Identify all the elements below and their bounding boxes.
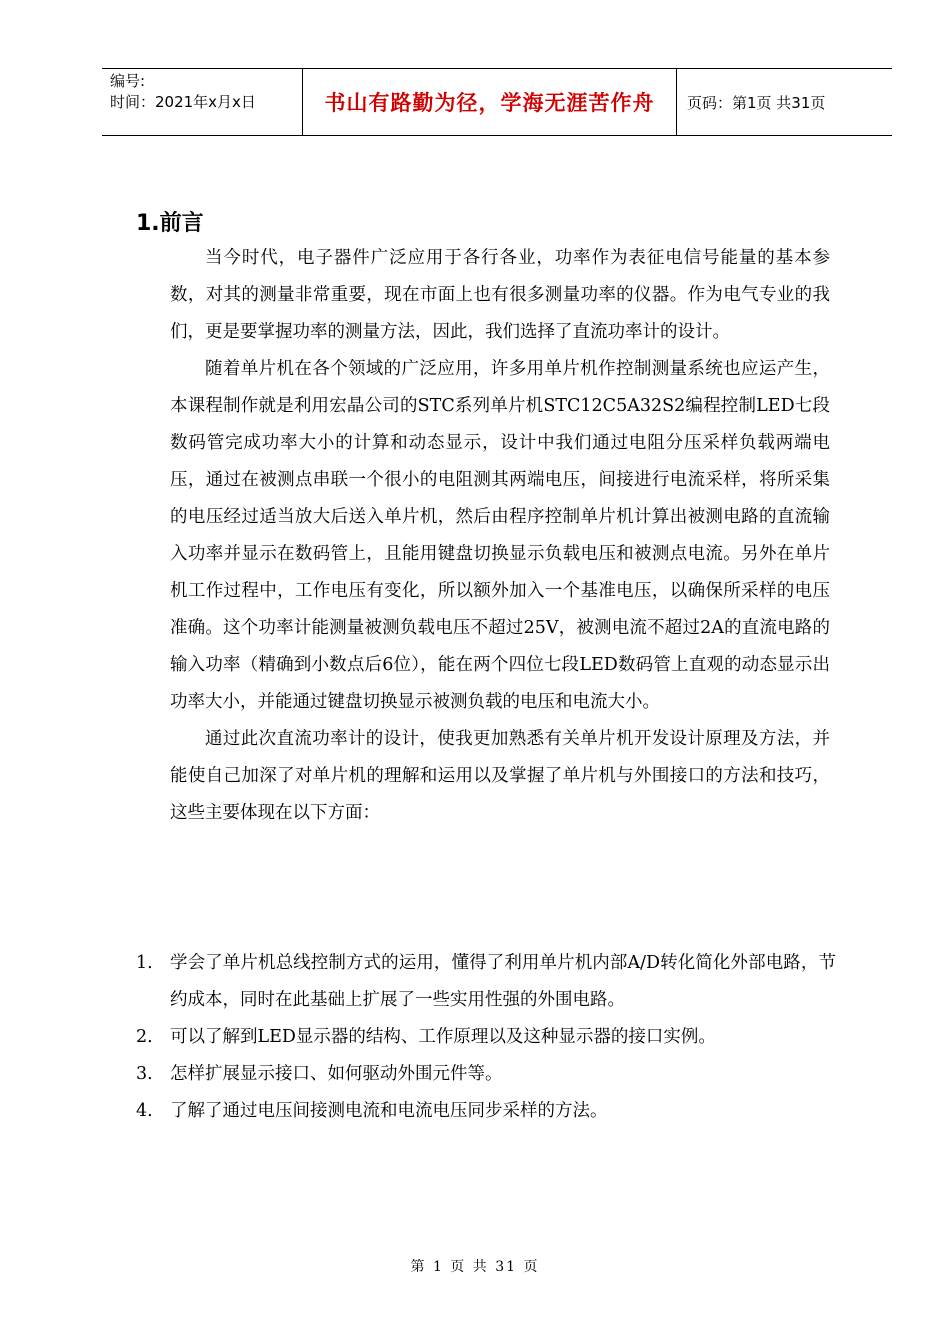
page-header: [102, 68, 892, 136]
number-label: 编号:: [110, 72, 146, 90]
paragraph: 随着单片机在各个领域的广泛应用，许多用单片机作控制测量系统也应运产生，本课程制作就是利用宏晶公司的STC系列单片机STC12C5A32S2编程控制LED七段数码管完成功率大小的计算和动态显示，设计中我们通过电阻分压采样负载两端电压，通过在被测点串联一个很小的电阻测其两端电压，间接进行电流采样，将所采集的电压经过适当放大后送入单片机，然后由程序控制单片机计算出被测电路的直流输入功率并显示在数码管上，且能用键盘切换显示负载电压和被测点电流。另外在单片机工作过程中，工作电压有变化，所以额外加入一个基准电压，以确保所采样的电压准确。这个功率计能测量被测负载电压不超过25V，被测电流不超过2A的直流电路的输入功率（精确到小数点后6位），能在两个四位七段LED数码管上直观的动态显示出功率大小，并能通过键盘切换显示被测负载的电压和电流大小。: [170, 359, 830, 712]
list-item: [136, 1056, 836, 1093]
list-text: 可以了解到LED显示器的结构、工作原理以及这种显示器的接口实例。: [170, 1027, 716, 1047]
list-text: 学会了单片机总线控制方式的运用，懂得了利用单片机内部A/D转化简化外部电路，节约成本，同时在此基础上扩展了一些实用性强的外围电路。: [170, 953, 836, 1010]
list-item: [136, 945, 836, 1019]
list-text: 了解了通过电压间接测电流和电流电压同步采样的方法。: [170, 1101, 608, 1121]
list-number: 3.: [136, 1064, 153, 1084]
header-motto: 书山有路勤为径，学海无涯苦作舟: [303, 69, 677, 135]
section-body: [170, 240, 830, 832]
section-title: 1.前言: [136, 211, 204, 236]
header-page-label: 页码：第1页 共31页: [687, 93, 826, 112]
list-text: 怎样扩展显示接口、如何驱动外围元件等。: [170, 1064, 503, 1084]
list-number: 2.: [136, 1027, 153, 1047]
list-number: 1.: [136, 953, 153, 973]
list-number: 4.: [136, 1101, 153, 1121]
list-item: [136, 1019, 836, 1056]
paragraph: 通过此次直流功率计的设计，使我更加熟悉有关单片机开发设计原理及方法，并能使自己加深了对单片机的理解和运用以及掌握了单片机与外围接口的方法和技巧，这些主要体现在以下方面：: [170, 729, 830, 823]
achievement-list: [136, 945, 836, 1130]
time-label: 时间：2021年x月x日: [110, 93, 256, 111]
paragraph: 当今时代，电子器件广泛应用于各行各业，功率作为表征电信号能量的基本参数，对其的测量非常重要，现在市面上也有很多测量功率的仪器。作为电气专业的我们，更是要掌握功率的测量方法，因此，我们选择了直流功率计的设计。: [170, 248, 830, 342]
list-item: [136, 1093, 836, 1130]
header-meta: [102, 69, 303, 135]
page-footer: 第 1 页 共 31 页: [410, 1259, 540, 1275]
